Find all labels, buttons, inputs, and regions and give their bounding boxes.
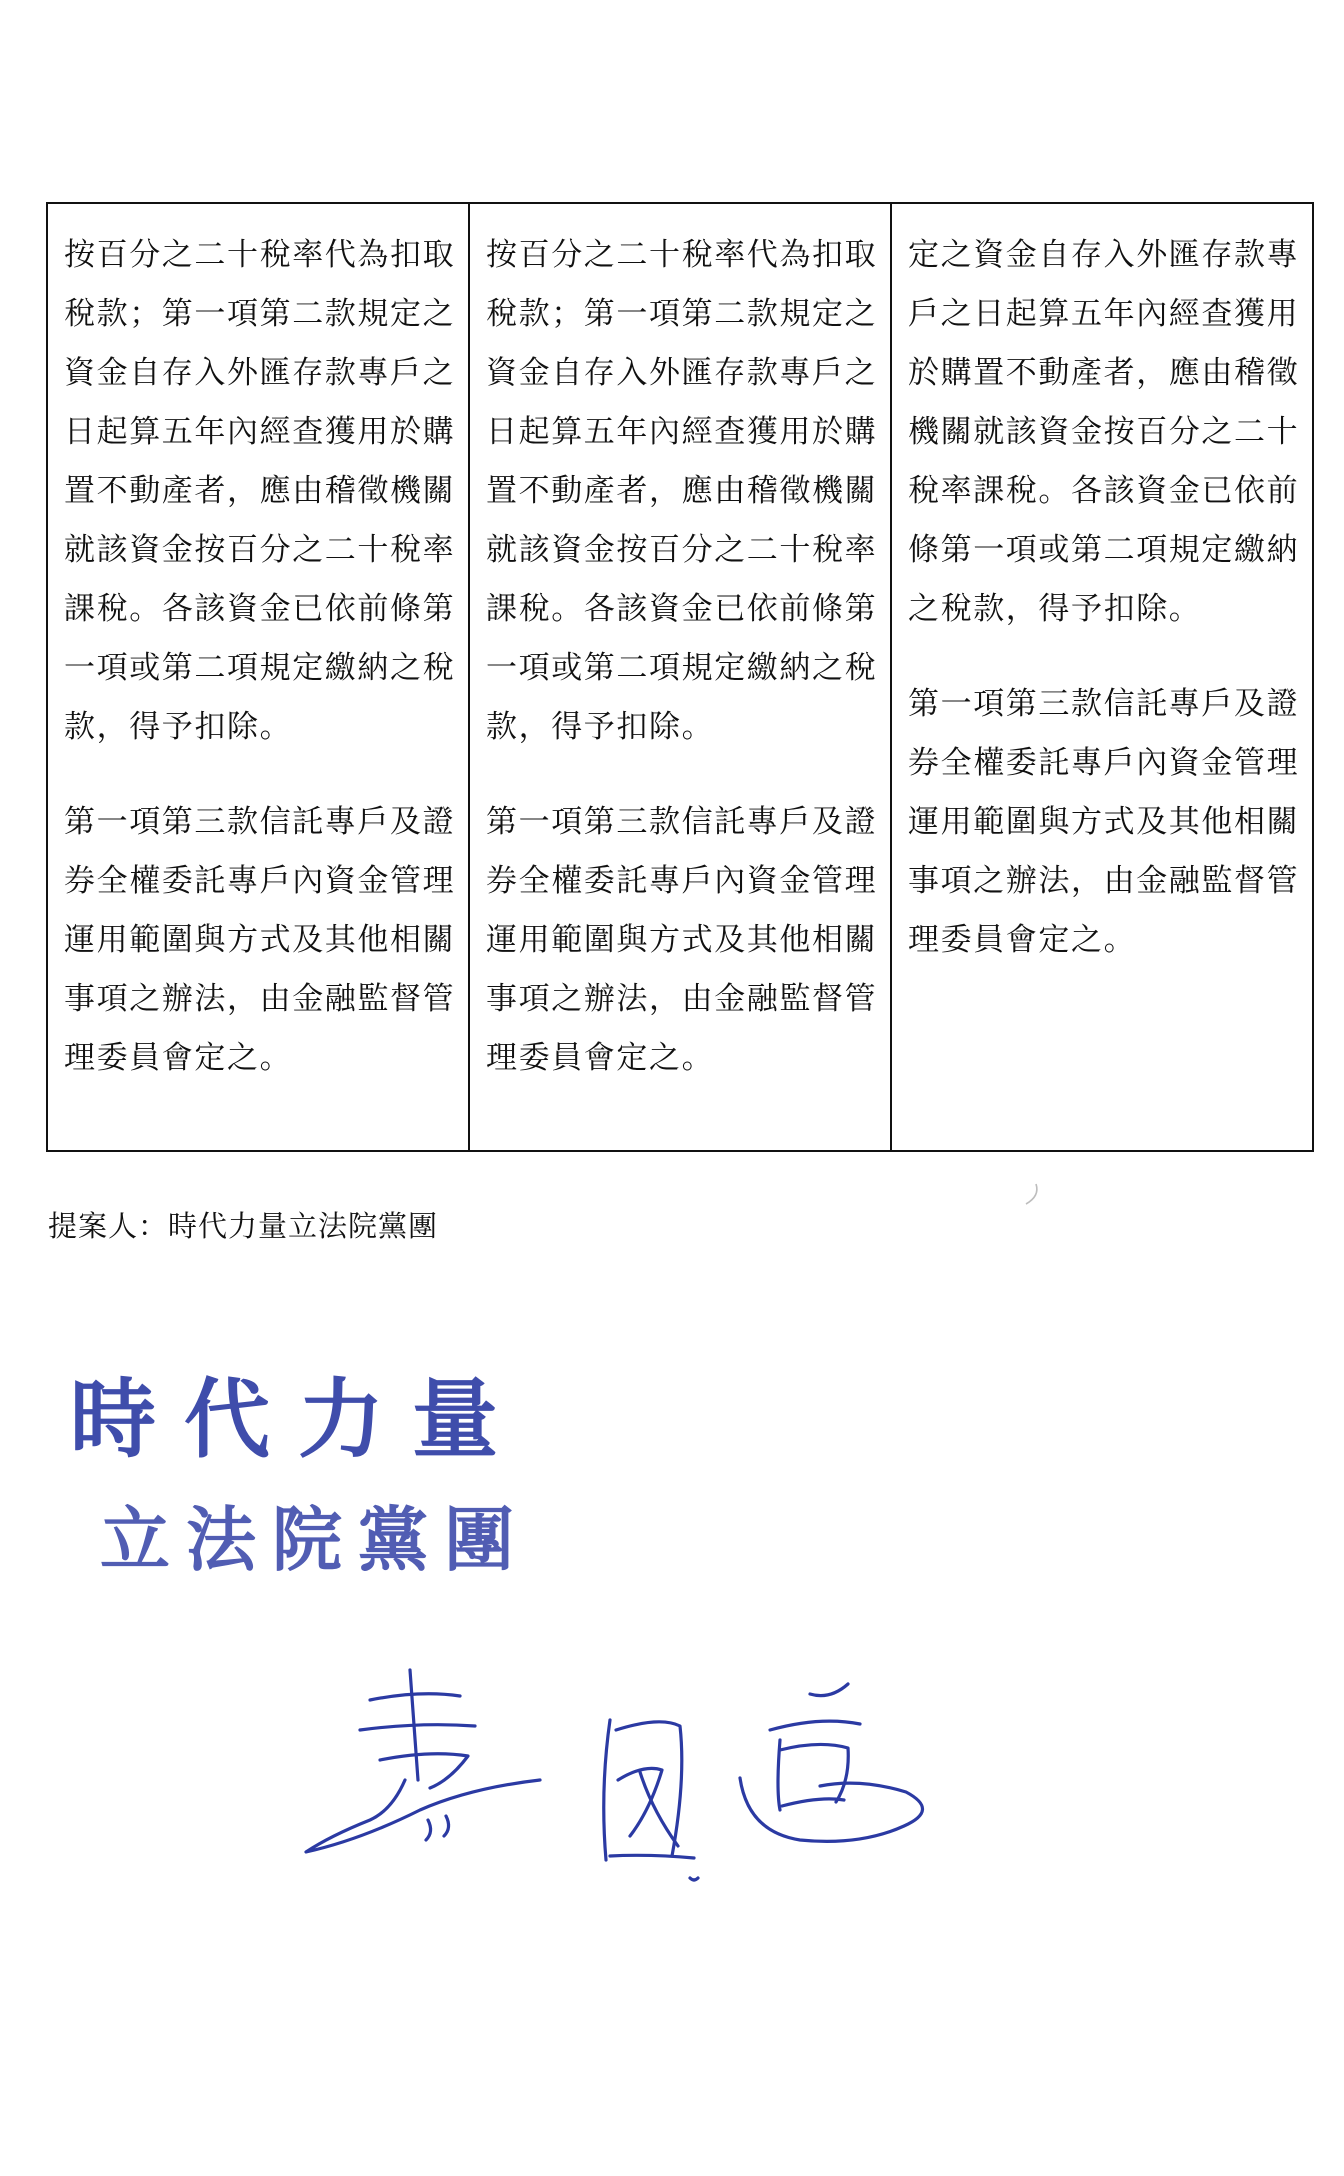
party-stamp	[70, 1370, 530, 1582]
proposer-line: 提案人：時代力量立法院黨團	[48, 1209, 439, 1243]
column-2-paragraph-2: 第一項第三款信託專戶及證券全權委託專戶內資金管理運用範圍與方式及其他相關事項之辦法，由金融監督管理委員會定之。	[486, 804, 878, 1076]
column-1-paragraph-1: 按百分之二十稅率代為扣取稅款；第一項第二款規定之資金自存入外匯存款專戶之日起算五年內經查獲用於購置不動產者，應由稽徵機關就該資金按百分之二十稅率課稅。各該資金已依前條第一項或第二項規定繳納之稅款，得予扣除。	[64, 237, 456, 745]
column-1-paragraph-2: 第一項第三款信託專戶及證券全權委託專戶內資金管理運用範圍與方式及其他相關事項之辦法，由金融監督管理委員會定之。	[64, 804, 456, 1076]
handwritten-signature	[300, 1660, 1000, 1890]
table-column-1	[48, 204, 468, 1150]
comparison-table	[46, 202, 1314, 1152]
column-3-paragraph-1: 定之資金自存入外匯存款專戶之日起算五年內經查獲用於購置不動產者，應由稽徵機關就該資金按百分之二十稅率課稅。各該資金已依前條第一項或第二項規定繳納之稅款，得予扣除。	[908, 237, 1300, 627]
stamp-line-1: 時代力量	[70, 1369, 526, 1470]
stamp-line-2: 立法院黨團	[100, 1498, 530, 1581]
scan-mark	[1020, 1182, 1044, 1206]
table-column-3	[890, 204, 1312, 1150]
column-2-paragraph-1: 按百分之二十稅率代為扣取稅款；第一項第二款規定之資金自存入外匯存款專戶之日起算五年內經查獲用於購置不動產者，應由稽徵機關就該資金按百分之二十稅率課稅。各該資金已依前條第一項或第二項規定繳納之稅款，得予扣除。	[486, 237, 878, 745]
table-column-2	[468, 204, 890, 1150]
column-3-paragraph-2: 第一項第三款信託專戶及證券全權委託專戶內資金管理運用範圍與方式及其他相關事項之辦法，由金融監督管理委員會定之。	[908, 686, 1300, 958]
